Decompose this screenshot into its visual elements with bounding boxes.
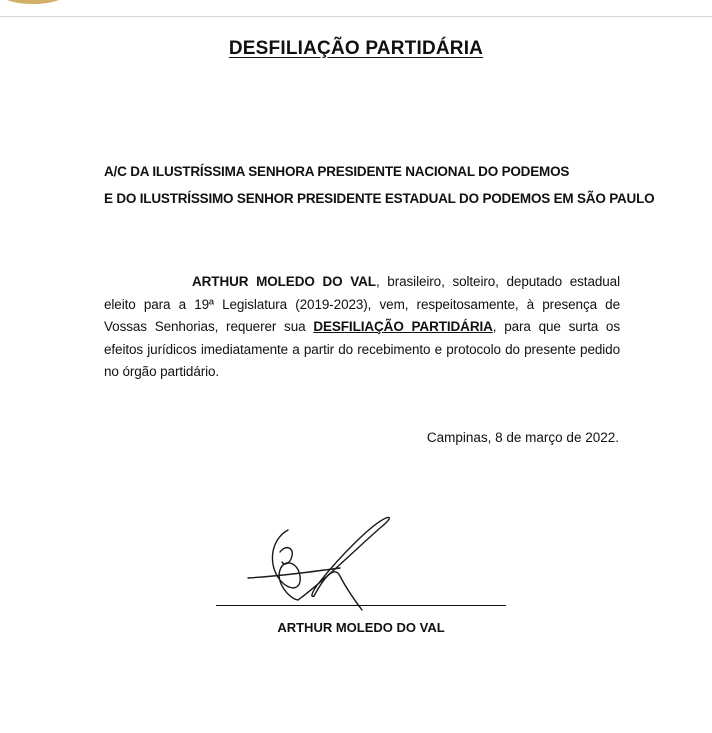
body-text-part-2: , para que surta os efeitos jurídicos imediatamente a partir do recebimento e protocolo do presente pedido no órgão partidário. <box>104 319 620 379</box>
top-strip <box>0 0 712 17</box>
signature-long-stroke <box>298 517 389 600</box>
body-paragraph <box>104 271 620 384</box>
body-text-part-1: , brasileiro, solteiro, deputado estadual eleito para a 19ª Legislatura (2019-2023), vem, respeitosamente, à presença de Vossas Senhorias, requerer sua <box>104 274 620 334</box>
addressee-line-2: E DO ILUSTRÍSSIMO SENHOR PRESIDENTE ESTADUAL DO PODEMOS EM SÃO PAULO <box>104 191 655 206</box>
body-name: ARTHUR MOLEDO DO VAL <box>192 274 376 289</box>
corner-logo-fragment <box>2 0 64 4</box>
document-title: DESFILIAÇÃO PARTIDÁRIA <box>228 38 484 59</box>
signer-name: ARTHUR MOLEDO DO VAL <box>277 620 445 635</box>
signature-loop-left <box>272 530 300 600</box>
signature-hook <box>280 548 292 564</box>
body-emphasis: DESFILIAÇÃO PARTIDÁRIA <box>313 319 493 334</box>
addressee-line-1: A/C DA ILUSTRÍSSIMA SENHORA PRESIDENTE NACIONAL DO PODEMOS <box>104 164 570 179</box>
signature-line <box>216 605 506 606</box>
date-line: Campinas, 8 de março de 2022. <box>426 430 619 445</box>
handwritten-signature <box>240 510 460 615</box>
